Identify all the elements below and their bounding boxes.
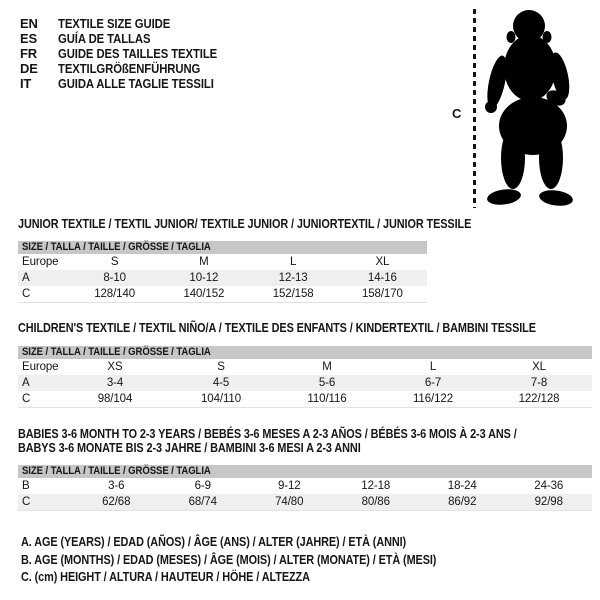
guide-title: GUÍA DE TALLAS xyxy=(58,31,151,46)
language-row-it xyxy=(20,76,241,91)
size-header-text: SIZE / TALLA / TAILLE / GRÖSSE / TAGLIA xyxy=(22,241,211,253)
table-row xyxy=(18,391,592,408)
language-title-list xyxy=(20,16,241,91)
language-row-en xyxy=(20,16,241,31)
table-cell: 158/170 xyxy=(338,286,427,303)
table-cell: 152/158 xyxy=(249,286,338,303)
table-cell: XS xyxy=(107,361,123,373)
size-header-bar xyxy=(18,346,592,359)
size-header-text: SIZE / TALLA / TAILLE / GRÖSSE / TAGLIA xyxy=(22,346,211,358)
table-cell: 12-13 xyxy=(278,272,308,284)
height-measure-dashed-line xyxy=(473,9,476,208)
table-cell: 5-6 xyxy=(318,377,336,389)
table-cell: 128/140 xyxy=(70,286,159,303)
size-header-bar xyxy=(18,241,427,254)
table-cell: 86/92 xyxy=(419,494,506,511)
row-label: C xyxy=(18,494,73,511)
guide-title: GUIDE DES TAILLES TEXTILE xyxy=(58,46,218,61)
legend-line-b xyxy=(21,552,498,570)
junior-table-section xyxy=(18,217,472,303)
junior-size-table xyxy=(18,254,427,303)
table-row xyxy=(18,286,427,303)
table-cell: 3-4 xyxy=(106,377,124,389)
babies-table-title xyxy=(18,427,592,455)
size-header-text: SIZE / TALLA / TAILLE / GRÖSSE / TAGLIA xyxy=(22,465,211,477)
table-cell: 116/122 xyxy=(380,391,486,408)
guide-title: GUIDA ALLE TAGLIE TESSILI xyxy=(58,76,214,91)
table-cell: 24-36 xyxy=(534,480,564,492)
junior-table-title-text: JUNIOR TEXTILE / TEXTIL JUNIOR/ TEXTILE JUNIOR / JUNIORTEXTIL / JUNIOR TESSILE xyxy=(18,217,472,231)
table-cell: M xyxy=(322,361,332,373)
table-cell: 110/116 xyxy=(274,391,380,408)
table-cell: S xyxy=(217,361,225,373)
row-label: Europe xyxy=(22,256,59,268)
row-label: A xyxy=(22,272,30,284)
legend-line-c xyxy=(21,569,498,587)
table-cell: 122/128 xyxy=(486,391,592,408)
language-code: FR xyxy=(20,46,37,61)
table-cell: 6-7 xyxy=(424,377,442,389)
junior-table-title xyxy=(18,217,472,231)
height-measure-label: C xyxy=(452,106,462,121)
legend-line-b-text: B. AGE (MONTHS) / EDAD (MESES) / ÂGE (MOIS) / ALTER (MONATE) / ETÀ (MESI) xyxy=(21,552,437,567)
size-header-bar xyxy=(18,465,592,478)
table-cell: 74/80 xyxy=(246,494,333,511)
children-table-title xyxy=(18,321,592,335)
row-label: C xyxy=(18,286,70,303)
table-cell: M xyxy=(199,256,209,268)
children-size-table xyxy=(18,359,592,408)
table-cell: 8-10 xyxy=(103,272,126,284)
table-cell: XL xyxy=(375,256,390,268)
table-cell: L xyxy=(289,256,297,268)
table-cell: S xyxy=(110,256,119,268)
table-cell: 104/110 xyxy=(168,391,274,408)
table-cell: 6-9 xyxy=(194,480,211,492)
table-cell: 12-18 xyxy=(361,480,391,492)
language-code: DE xyxy=(20,61,38,76)
legend-line-a-text: A. AGE (YEARS) / EDAD (AÑOS) / ÂGE (ANS) / ALTER (JAHRE) / ETÀ (ANNI) xyxy=(21,535,407,549)
language-row-de xyxy=(20,61,241,76)
table-cell: 62/68 xyxy=(73,494,160,511)
measure-legend xyxy=(21,534,498,587)
children-table-title-text: CHILDREN'S TEXTILE / TEXTIL NIÑO/A / TEXTILE DES ENFANTS / KINDERTEXTIL / BAMBINI TESSILE xyxy=(18,321,536,335)
guide-title: TEXTILGRÖßENFÜHRUNG xyxy=(58,61,201,76)
table-cell: 98/104 xyxy=(62,391,168,408)
babies-table-section xyxy=(18,427,592,511)
table-cell: XL xyxy=(532,361,546,373)
table-cell: 14-16 xyxy=(367,272,397,284)
table-row xyxy=(18,494,592,511)
table-cell: 7-8 xyxy=(530,377,548,389)
language-code: EN xyxy=(20,16,38,31)
babies-size-table xyxy=(18,478,592,511)
table-cell: 9-12 xyxy=(277,480,301,492)
babies-table-title-line2: BABYS 3-6 MONATE BIS 2-3 JAHRE / BAMBINI 3-6 MESI A 2-3 ANNI xyxy=(18,441,361,455)
table-cell: 68/74 xyxy=(160,494,247,511)
table-cell: 80/86 xyxy=(333,494,420,511)
table-row xyxy=(18,375,592,391)
row-label: A xyxy=(22,377,30,389)
table-cell: 140/152 xyxy=(159,286,248,303)
row-label: B xyxy=(22,480,30,492)
table-cell: 18-24 xyxy=(447,480,477,492)
table-cell: 92/98 xyxy=(506,494,593,511)
table-row xyxy=(18,270,427,286)
language-row-es xyxy=(20,31,241,46)
language-code: ES xyxy=(20,31,37,46)
table-row xyxy=(18,359,592,375)
language-row-fr xyxy=(20,46,241,61)
legend-line-a xyxy=(21,534,498,552)
row-label: Europe xyxy=(22,361,59,373)
table-cell: 10-12 xyxy=(189,272,219,284)
children-table-section xyxy=(18,321,592,408)
table-cell: L xyxy=(429,361,437,373)
toddler-silhouette-icon xyxy=(480,6,580,208)
row-label: C xyxy=(18,391,62,408)
table-cell: 3-6 xyxy=(108,480,125,492)
table-row xyxy=(18,254,427,270)
babies-table-title-line1: BABIES 3-6 MONTH TO 2-3 YEARS / BEBÉS 3-6 MESES A 2-3 AÑOS / BÉBÉS 3-6 MOIS À 2-3 ANS / xyxy=(18,427,517,441)
table-cell: 4-5 xyxy=(212,377,230,389)
table-row xyxy=(18,478,592,494)
language-code: IT xyxy=(20,76,32,91)
guide-title: TEXTILE SIZE GUIDE xyxy=(58,16,171,31)
legend-line-c-text: C. (cm) HEIGHT / ALTURA / HAUTEUR / HÖHE / ALTEZZA xyxy=(21,570,310,584)
